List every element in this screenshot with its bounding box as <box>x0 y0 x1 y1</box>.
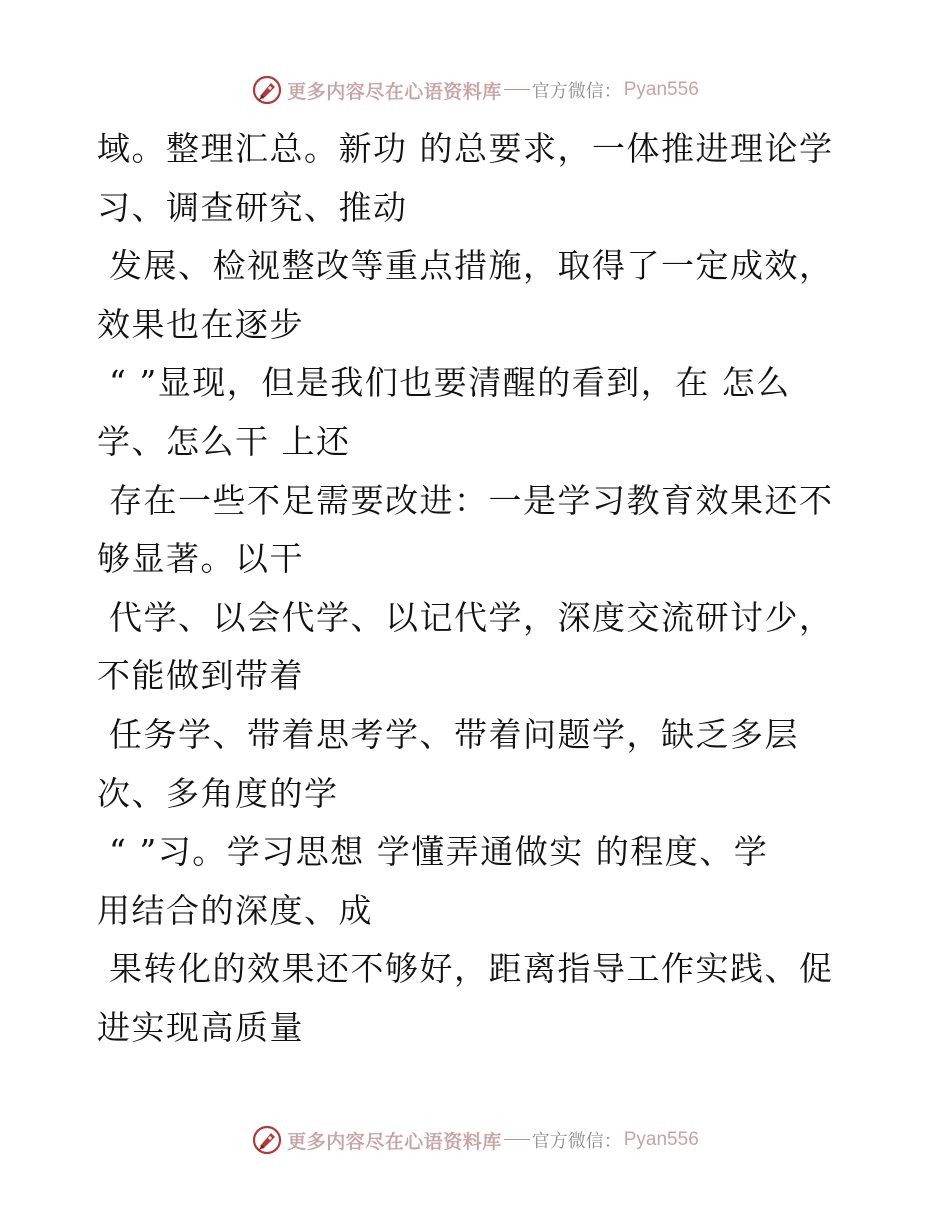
body-line: 不能做到带着 <box>97 656 304 696</box>
header-watermark <box>0 70 950 110</box>
body-line: 习、调查研究、推动 <box>97 187 408 227</box>
pen-nib-logo-icon <box>251 1124 283 1156</box>
watermark-wechat-id: Pyan556 <box>623 79 699 100</box>
body-line: 用结合的深度、成 <box>97 890 373 930</box>
watermark-wechat-id: Pyan556 <box>623 1129 699 1150</box>
body-line: 够显著。以干 <box>97 539 304 579</box>
watermark-site-text: 更多内容尽在心语资料库 <box>287 1130 502 1153</box>
document-body <box>97 120 867 1058</box>
watermark-official-text: 官方微信： <box>531 81 622 102</box>
footer-watermark <box>0 1120 950 1160</box>
watermark-site-text: 更多内容尽在心语资料库 <box>287 80 502 103</box>
body-line: “ ”显现，但是我们也要清醒的看到，在 怎么 <box>97 363 791 403</box>
body-line: 效果也在逐步 <box>97 304 304 344</box>
watermark-dash <box>504 89 530 90</box>
watermark-official-text: 官方微信： <box>531 1131 622 1152</box>
body-line: 学、怎么干 上还 <box>97 421 351 461</box>
body-line: 发展、检视整改等重点措施，取得了一定成效， <box>97 246 834 286</box>
body-line: 任务学、带着思考学、带着问题学，缺乏多层 <box>97 714 799 754</box>
body-line: 进实现高质量 <box>97 1007 304 1047</box>
body-line: 次、多角度的学 <box>97 773 339 813</box>
pen-nib-logo-icon <box>251 74 283 106</box>
body-line: 域。整理汇总。新功 的总要求，一体推进理论学 <box>97 129 834 168</box>
body-line: 存在一些不足需要改进：一是学习教育效果还不 <box>97 480 834 520</box>
watermark-dash <box>504 1139 530 1140</box>
body-line: “ ”习。学习思想 学懂弄通做实 的程度、学 <box>97 832 769 872</box>
body-line: 果转化的效果还不够好，距离指导工作实践、促 <box>97 949 834 989</box>
body-line: 代学、以会代学、以记代学，深度交流研讨少， <box>97 597 834 637</box>
